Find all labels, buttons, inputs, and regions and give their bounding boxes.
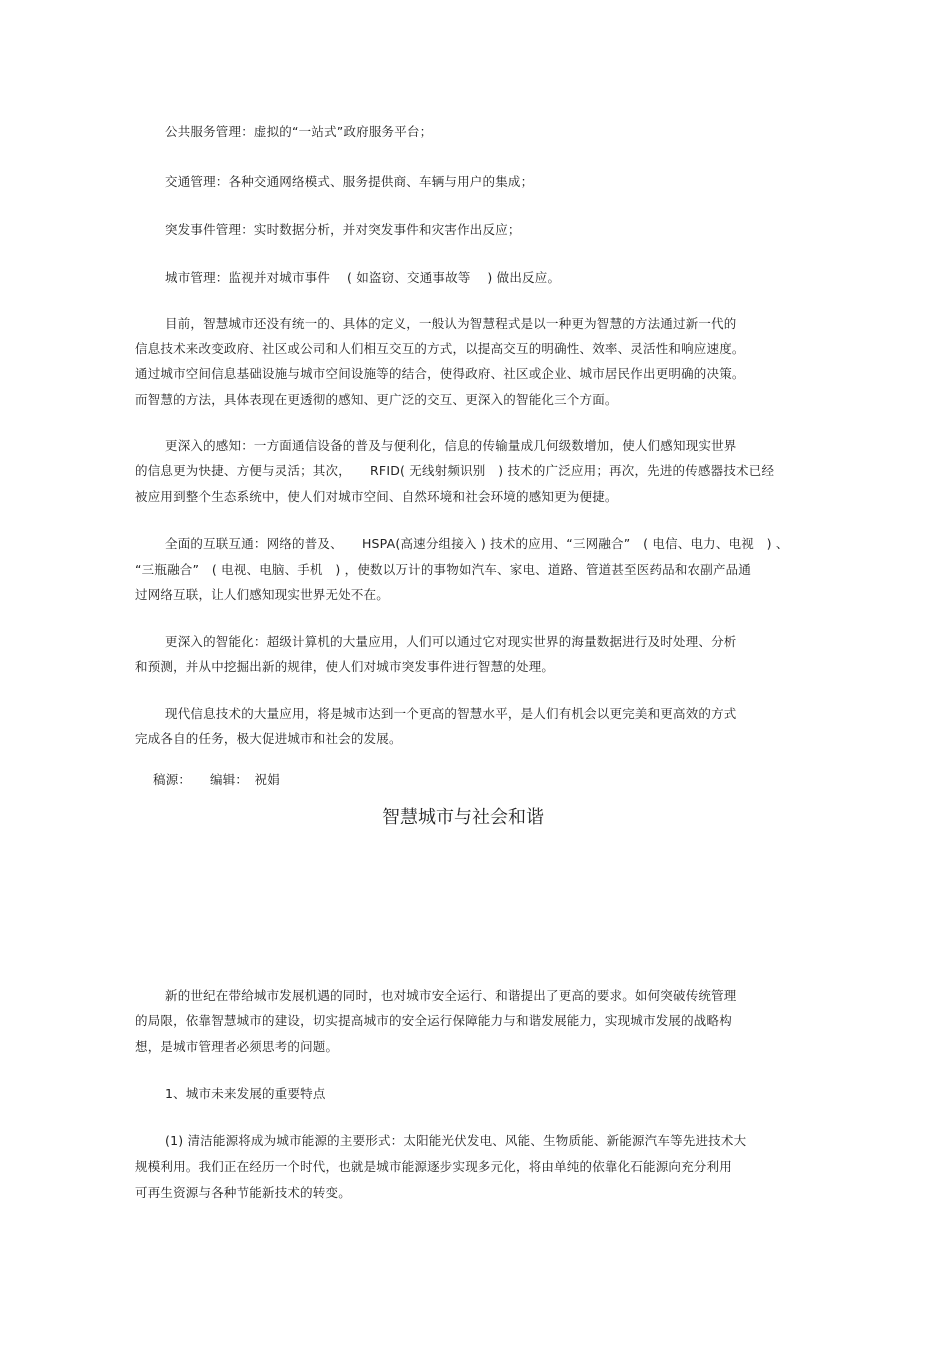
paragraph-perception-line: 的信息更为快捷、方便与灵活；其次， RFID( 无线射频识别 ) 技术的广泛应用；再次，先进的传感器技术已经 xyxy=(135,463,775,478)
paragraph-intro-line: 新的世纪在带给城市发展机遇的同时，也对城市安全运行、和谐提出了更高的要求。如何突破传统管理 xyxy=(165,988,737,1003)
paragraph-traffic: 交通管理：各种交通网络模式、服务提供商、车辆与用户的集成； xyxy=(165,174,534,189)
paragraph-interconnect-line: “三瓶融合” ( 电视、电脑、手机 ) ，使数以万计的事物如汽车、家电、道路、管道甚至医药品和农副产品通 xyxy=(135,562,752,577)
paragraph-intro-line: 想，是城市管理者必须思考的问题。 xyxy=(135,1039,339,1054)
paragraph-public-service: 公共服务管理：虚拟的“一站式”政府服务平台； xyxy=(165,124,433,139)
section-title: 智慧城市与社会和谐 xyxy=(382,807,544,828)
paragraph-emergency: 突发事件管理：实时数据分析，并对突发事件和灾害作出反应； xyxy=(165,222,521,237)
paragraph-definition-line: 而智慧的方法，具体表现在更透彻的感知、更广泛的交互、更深入的智能化三个方面。 xyxy=(135,392,618,407)
paragraph-definition-line: 信息技术来改变政府、社区或公司和人们相互交互的方式，以提高交互的明确性、效率、灵活性和响应速度。 xyxy=(135,341,745,356)
paragraph-perception-line: 更深入的感知：一方面通信设备的普及与便利化，信息的传输量成几何级数增加，使人们感知现实世界 xyxy=(165,438,737,453)
paragraph-intro-line: 的局限，依靠智慧城市的建设，切实提高城市的安全运行保障能力与和谐发展能力，实现城市发展的战略构 xyxy=(135,1013,732,1028)
paragraph-definition-line: 通过城市空间信息基础设施与城市空间设施等的结合，使得政府、社区或企业、城市居民作出更明确的决策。 xyxy=(135,366,745,381)
paragraph-conclusion-line: 完成各自的任务，极大促进城市和社会的发展。 xyxy=(135,731,402,746)
paragraph-city-management: 城市管理：监视并对城市事件 ( 如盗窃、交通事故等 ) 做出反应。 xyxy=(165,270,561,285)
paragraph-perception-line: 被应用到整个生态系统中，使人们对城市空间、自然环境和社会环境的感知更为便捷。 xyxy=(135,489,618,504)
paragraph-energy-line: 规模利用。我们正在经历一个时代，也就是城市能源逐步实现多元化，将由单纯的依靠化石能源向充分利用 xyxy=(135,1159,732,1174)
paragraph-conclusion-line: 现代信息技术的大量应用，将是城市达到一个更高的智慧水平，是人们有机会以更完美和更高效的方式 xyxy=(165,706,737,721)
credit-editor: 编辑： 祝娟 xyxy=(210,772,280,787)
section-heading: 1、城市未来发展的重要特点 xyxy=(165,1086,326,1101)
paragraph-definition-line: 目前，智慧城市还没有统一的、具体的定义，一般认为智慧程式是以一种更为智慧的方法通过新一代的 xyxy=(165,316,737,331)
paragraph-interconnect-line: 全面的互联互通：网络的普及、 HSPA(高速分组接入 ) 技术的应用、“三网融合” ( 电信、电力、电视 ) 、 xyxy=(165,536,789,551)
paragraph-energy-line: 可再生资源与各种节能新技术的转变。 xyxy=(135,1185,351,1200)
paragraph-interconnect-line: 过网络互联，让人们感知现实世界无处不在。 xyxy=(135,587,390,602)
paragraph-energy-line: (1) 清洁能源将成为城市能源的主要形式：太阳能光伏发电、风能、生物质能、新能源汽车等先进技术大 xyxy=(165,1133,747,1148)
paragraph-intelligence-line: 和预测，并从中挖掘出新的规律，使人们对城市突发事件进行智慧的处理。 xyxy=(135,659,555,674)
paragraph-intelligence-line: 更深入的智能化：超级计算机的大量应用，人们可以通过它对现实世界的海量数据进行及时处理、分析 xyxy=(165,634,737,649)
credit-source: 稿源： xyxy=(153,772,192,787)
